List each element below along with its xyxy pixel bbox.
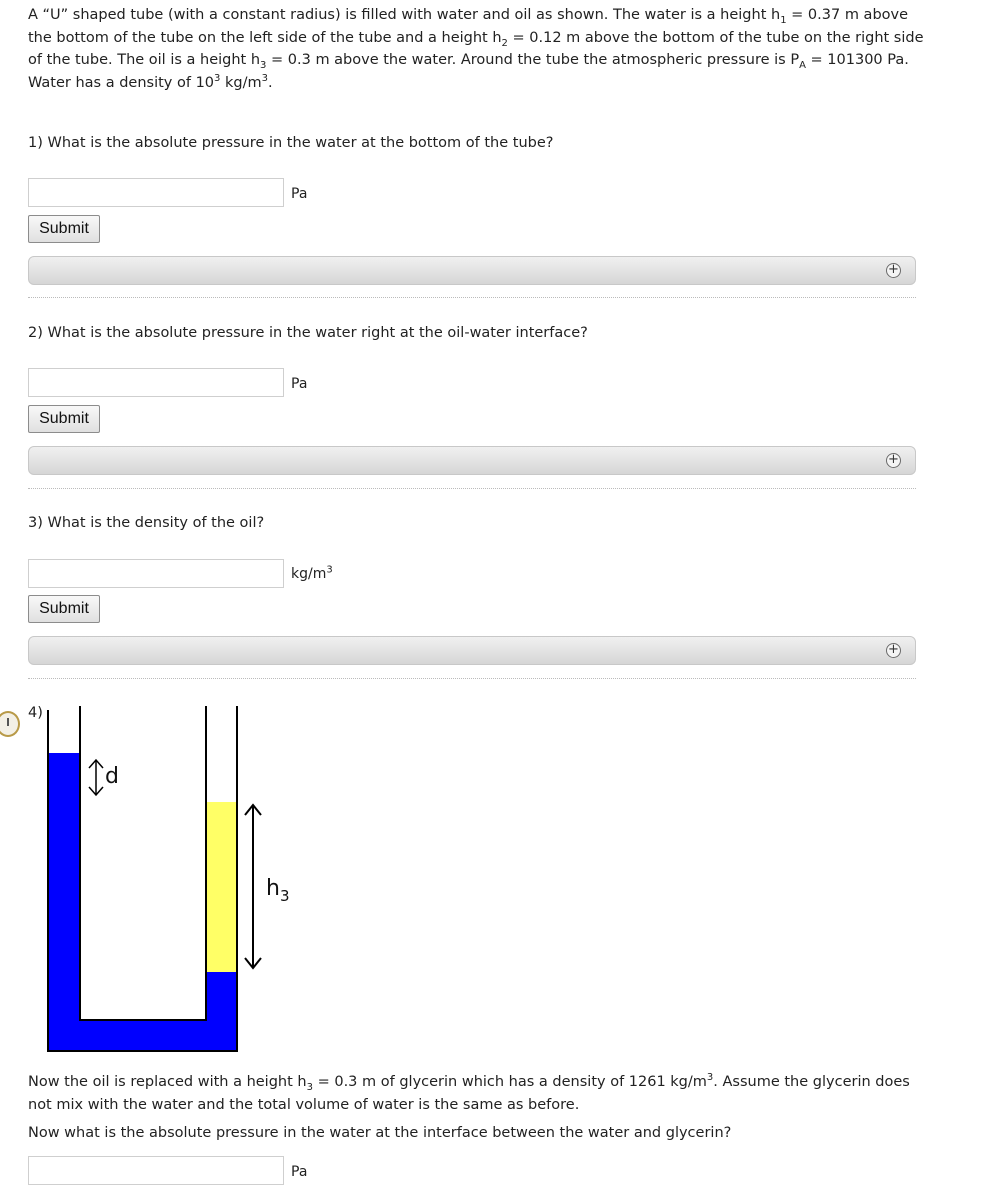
question-1-unit: Pa [291,186,308,202]
d-arrow [89,760,103,795]
plus-circle-icon[interactable]: + [886,453,901,468]
d-label: d [105,764,119,789]
u-tube-figure [0,690,320,1060]
h3-arrow [245,805,261,968]
question-4-statement: Now the oil is replaced with a height $h_3 = 0.3$ m of glycerin which has a density of 1261 $kg/m^3$. Assume the glycerin does not mix with the water and the total volume of water is the same as before. [28,1072,910,1113]
question-1-hint-bar[interactable] [28,256,916,285]
tube-inner-wall [80,706,206,1020]
divider [28,488,916,489]
h3-label: h3 [266,876,290,905]
question-2-submit-button[interactable]: Submit [28,405,100,433]
question-2-unit: Pa [291,376,308,392]
question-2-answer-input[interactable] [28,368,284,397]
question-1-submit-button[interactable]: Submit [28,215,100,243]
question-3-unit: $kg/m^3$ [291,564,333,582]
oil-region [206,802,237,972]
question-4-unit: Pa [291,1164,308,1180]
plus-circle-icon[interactable]: + [886,643,901,658]
question-2-hint-bar[interactable] [28,446,916,475]
question-4-text: Now what is the absolute pressure in the water at the interface between the water and glycerin? [28,1125,732,1141]
question-4-answer-input[interactable] [28,1156,284,1185]
plus-circle-icon[interactable]: + [886,263,901,278]
question-3-submit-button[interactable]: Submit [28,595,100,623]
divider [28,678,916,679]
question-3-text: 3) What is the density of the oil? [28,515,265,531]
question-3-hint-bar[interactable] [28,636,916,665]
divider [28,297,916,298]
question-4-number: 4) [28,705,43,721]
question-2-text: 2) What is the absolute pressure in the water right at the oil-water interface? [28,325,588,341]
question-1-answer-input[interactable] [28,178,284,207]
question-1-text: 1) What is the absolute pressure in the water at the bottom of the tube? [28,135,554,151]
question-3-answer-input[interactable] [28,559,284,588]
problem-statement: A “U” shaped tube (with a constant radius) is filled with water and oil as shown. The water is a height $h_1 = 0.37$ m above the bottom of the tube on the left side of the tube and a height $h_2 = 0.12$ m above the bottom of the tube on the right side of the tube. The oil is a height $h_3 = 0.3$ m above the water. Around the tube the atmospheric pressure is $P_A = 101300$ Pa. Water has a density of $10^3$ $kg/m^3$. [28,7,924,91]
